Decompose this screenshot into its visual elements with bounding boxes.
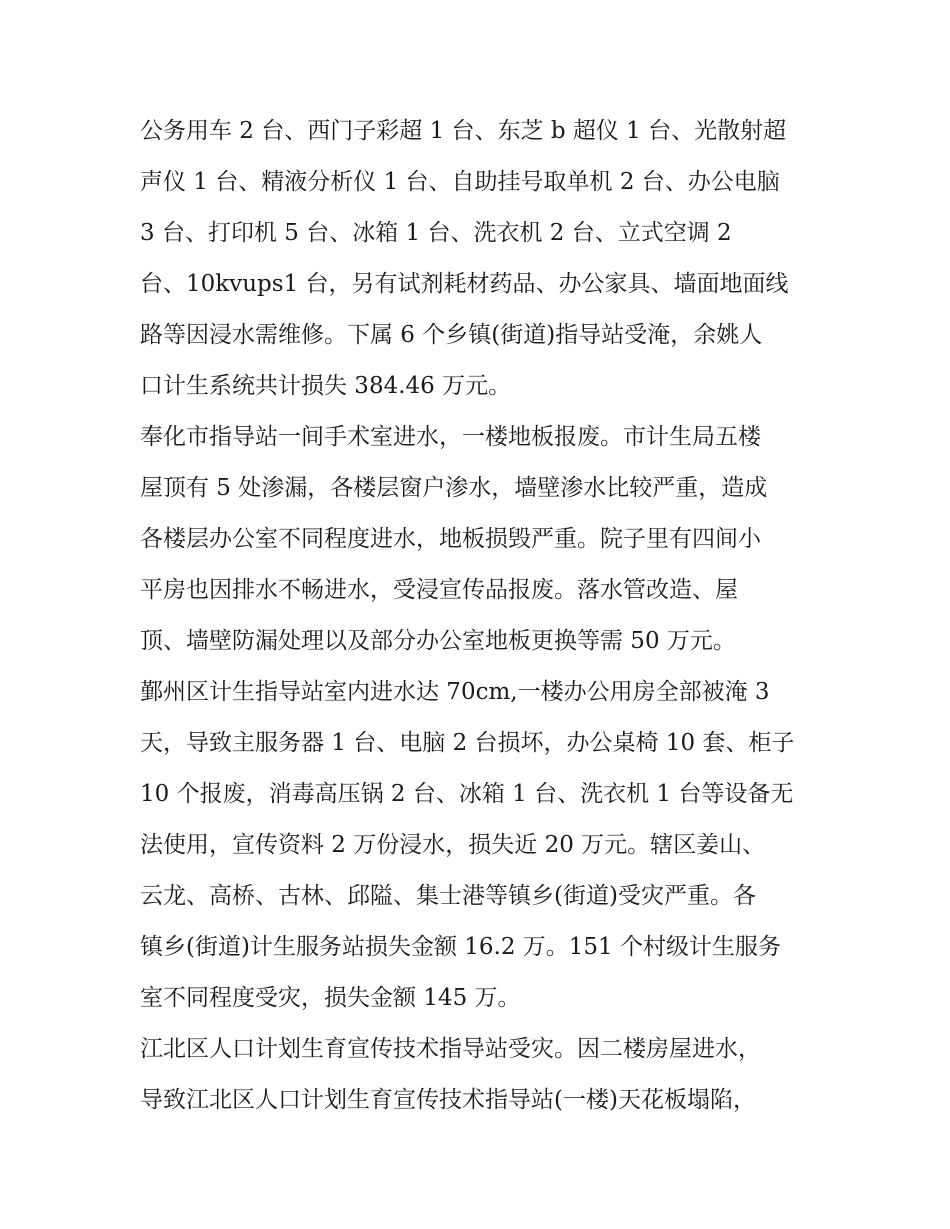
text-line: 台、10kvups1 台，另有试剂耗材药品、办公家具、墙面地面线 (140, 271, 789, 297)
text-line: 镇乡(街道)计生服务站损失金额 16.2 万。151 个村级计生服务 (140, 934, 781, 960)
text-line: 口计生系统共计损失 384.46 万元。 (140, 373, 512, 399)
text-line: 屋顶有 5 处渗漏，各楼层窗户渗水，墙壁渗水比较严重，造成 (140, 475, 768, 501)
text-line: 顶、墙壁防漏处理以及部分办公室地板更换等需 50 万元。 (140, 628, 736, 654)
text-line: 天，导致主服务器 1 台、电脑 2 台损坏，办公桌椅 10 套、柜子 (140, 730, 795, 756)
body-text (140, 106, 820, 1126)
text-line: 鄞州区计生指导站室内进水达 70cm,一楼办公用房全部被淹 3 (140, 679, 770, 705)
text-line: 云龙、高桥、古林、邱隘、集士港等镇乡(街道)受灾严重。各 (140, 883, 756, 909)
text-line: 路等因浸水需维修。下属 6 个乡镇(街道)指导站受淹，余姚人 (140, 322, 763, 348)
text-line: 江北区人口计划生育宣传技术指导站受灾。因二楼房屋进水， (140, 1036, 761, 1062)
text-line: 奉化市指导站一间手术室进水，一楼地板报废。市计生局五楼 (140, 424, 761, 450)
text-line: 平房也因排水不畅进水，受浸宣传品报废。落水管改造、屋 (140, 577, 738, 603)
text-line: 导致江北区人口计划生育宣传技术指导站(一楼)天花板塌陷， (140, 1087, 756, 1113)
text-line: 各楼层办公室不同程度进水，地板损毁严重。院子里有四间小 (140, 526, 761, 552)
text-line: 3 台、打印机 5 台、冰箱 1 台、洗衣机 2 台、立式空调 2 (140, 220, 732, 246)
text-line: 法使用，宣传资料 2 万份浸水，损失近 20 万元。辖区姜山、 (140, 832, 766, 858)
text-line: 10 个报废，消毒高压锅 2 台、冰箱 1 台、洗衣机 1 台等设备无 (140, 781, 794, 807)
text-line: 室不同程度受灾，损失金额 145 万。 (140, 985, 521, 1011)
text-line: 声仪 1 台、精液分析仪 1 台、自助挂号取单机 2 台、办公电脑 (140, 169, 780, 195)
text-line: 公务用车 2 台、西门子彩超 1 台、东芝 b 超仪 1 台、光散射超 (140, 118, 787, 144)
